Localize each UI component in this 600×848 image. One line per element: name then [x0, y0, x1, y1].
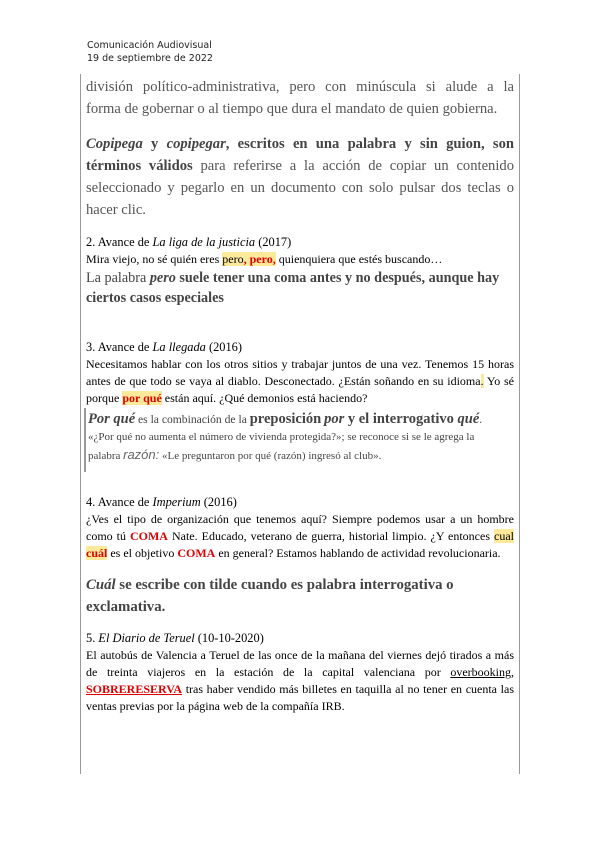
- copipega-bold-text: , escritos en una palabra y sin guion, son términos válidos: [86, 136, 515, 174]
- text: se escribe con tilde cuando es palabra interrogativa o exclamativa.: [86, 577, 454, 615]
- text: El autobús de Valencia a Teruel de las once de la mañana del viernes dejó tirados a más de treinta viajeros en la estación de la capital valenciana por: [86, 648, 514, 679]
- heading-prefix: 3. Avance de: [86, 340, 153, 354]
- highlight-cual: cual: [494, 529, 515, 543]
- correction-sobrereserva: SOBRERESERVA: [86, 682, 183, 696]
- paragraph-1: [86, 76, 514, 120]
- note-text: La palabra: [86, 270, 150, 286]
- header-date: 19 de septiembre de 2022: [87, 53, 213, 64]
- section-2: [86, 234, 514, 308]
- heading-year: (2016): [205, 340, 243, 354]
- heading-year: (2016): [200, 495, 237, 509]
- note-tail: , aunque hay ciertos casos especiales: [86, 270, 500, 306]
- text: .: [479, 413, 483, 426]
- text: quienquiera que estés buscando…: [275, 252, 443, 266]
- term-copipegar: copipegar: [166, 136, 226, 152]
- section-3: [86, 339, 514, 407]
- section-2-note: [86, 268, 514, 308]
- heading-prefix: 2. Avance de: [86, 235, 153, 249]
- correction-cual: cuál: [86, 546, 108, 560]
- text: ,: [511, 665, 514, 679]
- paragraph-1-line2: forma de gobernar o al tiempo que dura el mandato de quien gobierna.: [86, 101, 498, 117]
- term-overbooking: overbooking: [450, 665, 511, 679]
- correction-pero: , pero,: [243, 252, 276, 266]
- section-2-heading: [86, 234, 514, 251]
- section-5-heading: [86, 630, 514, 647]
- term-preposicion: preposición: [249, 411, 322, 427]
- header-subject: Comunicación Audiovisual: [87, 40, 212, 51]
- text: es el objetivo: [107, 546, 178, 560]
- term-razon: razón:: [123, 447, 160, 462]
- note-bold: suele tener una coma antes y no después: [175, 270, 422, 286]
- por-que-line-1: [88, 408, 518, 431]
- text: palabra: [88, 450, 124, 462]
- paragraph-1-line1: división político-administrativa, pero con minúscula si alude a la: [86, 79, 514, 95]
- correction-por-que: por qué: [122, 391, 162, 405]
- correction-coma: COMA: [177, 546, 216, 560]
- section-4-text: [86, 511, 514, 562]
- text: Yo sé porque: [86, 374, 514, 405]
- term-cual: Cuál: [86, 577, 116, 593]
- section-4-heading: [86, 494, 514, 511]
- text: Nate. Educado, veterano de guerra, historial limpio. ¿Y entonces: [167, 529, 495, 543]
- heading-title: Imperium: [152, 495, 201, 509]
- cual-note: [86, 574, 514, 618]
- heading-title: El Diario de Teruel: [98, 631, 195, 645]
- text: Necesitamos hablar con los otros sitios y trabajar juntos de una vez. Tenemos 15 horas antes de que todo se vaya al diablo. Desconectado. ¿Están soñando en su idioma: [86, 357, 514, 388]
- highlight-pero: pero: [222, 252, 244, 266]
- por-que-line-2: «¿Por qué no aumenta el número de vivienda protegida?»; se reconoce si se le agrega la: [88, 431, 475, 443]
- term-que: qué: [457, 411, 480, 427]
- text: ¿Ves el tipo de organización que tenemos aquí? Siempre podemos usar a un hombre como tú: [86, 512, 514, 543]
- section-5: [86, 630, 514, 715]
- heading-title: La llegada: [152, 340, 206, 354]
- section-3-heading: [86, 339, 514, 356]
- conjunction: y: [151, 136, 159, 152]
- heading-title: La liga de la justicia: [152, 235, 256, 249]
- term-por-que: Por qué: [88, 411, 136, 427]
- text: tras haber vendido más billetes en taquilla al no tener en cuenta las ventas previas por la página web de la compañía IRB.: [86, 682, 514, 713]
- paragraph-copipega: [86, 133, 514, 221]
- text: están aquí. ¿Qué demonios está haciendo?: [161, 391, 368, 405]
- term-copipega: Copipega: [86, 136, 143, 152]
- note-word: pero: [149, 270, 176, 286]
- correction-coma: COMA: [129, 529, 168, 543]
- section-2-text: [86, 251, 514, 268]
- term-interrogativo: y el interrogativo: [344, 411, 458, 427]
- text: Mira viejo, no sé quién eres: [86, 252, 223, 266]
- heading-prefix: 4. Avance de: [86, 495, 153, 509]
- text: «Le preguntaron por qué (razón) ingresó al club».: [159, 450, 382, 462]
- copipega-rest: para referirse a la acción de copiar un contenido seleccionado y pegarlo en un documento con solo pulsar dos teclas o hacer clic.: [86, 158, 514, 218]
- section-3-text: [86, 356, 514, 407]
- heading-year: (2017): [255, 235, 292, 249]
- por-que-line-3: [88, 444, 518, 467]
- heading-year: (10-10-2020): [194, 631, 264, 645]
- highlight-dot: .: [480, 374, 484, 388]
- section-4: [86, 494, 514, 562]
- heading-prefix: 5.: [86, 631, 99, 645]
- text: es la combinación de la: [135, 413, 250, 426]
- por-que-box: [84, 408, 518, 472]
- section-5-text: [86, 647, 514, 715]
- text: en general? Estamos hablando de actividad revolucionaria.: [215, 546, 501, 560]
- term-por: por: [324, 411, 345, 427]
